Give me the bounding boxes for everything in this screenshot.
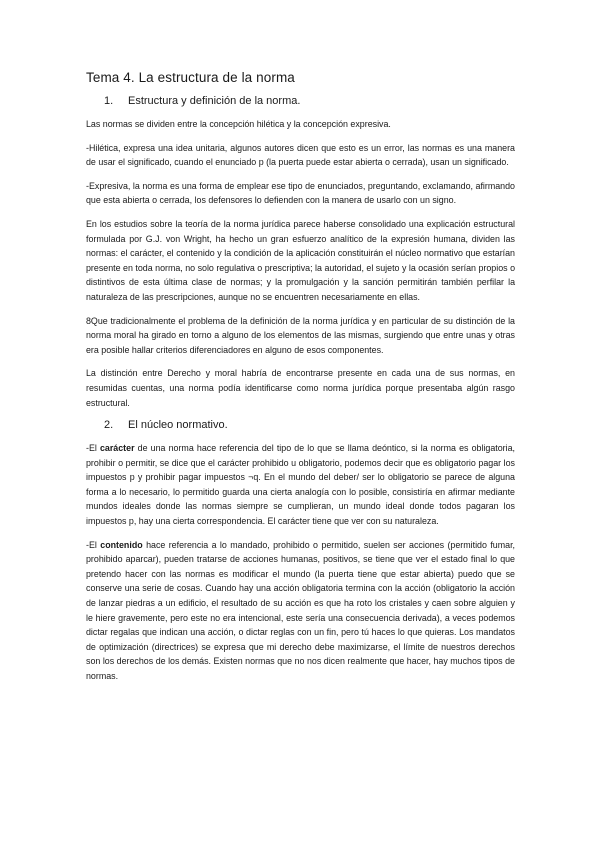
section-2-number: 2.	[104, 419, 114, 432]
paragraph: En los estudios sobre la teoría de la norma jurídica parece haberse consolidado una explicación estructural formulada por G.J. von Wright, ha hecho un gran esfuerzo analítico de la expresión humana, dividen las normas: el carácter, el contenido y la condición de la aplicación constituirán el núcleo normativo que estarían presente en toda norma, no solo regulativa o prescriptiva; la autoridad, el sujeto y la ocasión serían propios o distintivos de esta última clase de normas; y la promulgación y la sanción permitirán también perfilar la naturaleza de las prescripciones, aunque no se encuentren necesariamente en ellas.	[86, 218, 515, 302]
section-1-number: 1.	[104, 95, 114, 107]
paragraph: 8Que tradicionalmente el problema de la definición de la norma jurídica y en particular de su distinción de la norma moral ha girado en torno a alguno de los elementos de las mismas, surgiendo que entre unas y otras era posible hallar criterios diferenciadores en alguno de esos componentes.	[86, 315, 515, 355]
section-2-heading	[104, 419, 515, 431]
paragraph: -Expresiva, la norma es una forma de emplear ese tipo de enunciados, preguntando, exclamando, afirmando que esta abierta o cerrada, los defensores lo defienden con la manera de usarlo con un signo.	[86, 180, 515, 206]
paragraph: Las normas se dividen entre la concepción hilética y la concepción expresiva.	[86, 119, 391, 129]
paragraph-body: hace referencia a lo mandado, prohibido o permitido, suelen ser acciones (permitido fumar, prohibido aparcar), pueden tratarse de acciones humanas, positivos, se tiene que ver el estado final lo que pretendo hacer con las normas es modificar el mundo (la puerta tiene que estar abierta) puedo que se conserve una serie de cosas. Cuando hay una acción obligatoria termina con la acción (obligatorio la acción de lanzar piedras a un edificio, el resultado de su acción es que ha roto los cristales y caen sobre alguien y le hiere gravemente, pero este no era intencional, este sería una consecuencia derivada), a veces podemos dictar regalas que indican una acción, o dictar reglas con un fin, pero tú haces lo que quieras. Los mandatos de optimización (directrices) se expresa que mi derecho debe maximizarse, el límite de nuestros derechos son los derechos de los demás. Existen normas que no nos dicen realmente que hacer, hay muchos tipos de normas.	[86, 539, 515, 681]
paragraph: La distinción entre Derecho y moral habría de encontrarse presente en cada una de sus normas, en resumidas cuentas, una norma podía identificarse como norma jurídica porque presentaba algún rasgo estructural.	[86, 368, 515, 408]
paragraph-body: de una norma hace referencia del tipo de lo que se llama deóntico, si la norma es obligatoria, prohibir o permitir, se dice que el carácter prohibido u obligatorio, podemos decir que es obligatorio pagar los impuestos p y prohibir pagar impuestos ¬q. En el mundo del deber/ ser lo obligatorio se parece de alguna forma a lo necesario, lo permitido guarda una cierta analogía con lo posible, consistiría en afirmar mediante mundos ideales donde las normas siempre se cumplieran, un mundo ideal donde todos pagaran los impuestos p, hay una cierta correspondencia. El carácter tiene que ver con su naturaleza.	[86, 443, 515, 527]
section-2-title: El núcleo normativo.	[128, 419, 228, 432]
section-1-title: Estructura y definición de la norma.	[128, 95, 301, 107]
term-caracter: carácter	[99, 443, 135, 454]
section-1-heading	[104, 95, 515, 107]
paragraph-lead: -El	[86, 443, 100, 454]
term-contenido: contenido	[100, 539, 143, 550]
paragraph-lead: -El	[86, 539, 101, 550]
document-title: Tema 4. La estructura de la norma	[86, 70, 295, 85]
paragraph: -Hilética, expresa una idea unitaria, algunos autores dicen que esto es un error, las normas es una manera de usar el significado, cuando el enunciado p (la puerta puede estar abierta o cerrada), usan un significado.	[86, 142, 515, 168]
paragraph-contenido	[86, 538, 515, 684]
paragraph-caracter	[86, 441, 515, 529]
